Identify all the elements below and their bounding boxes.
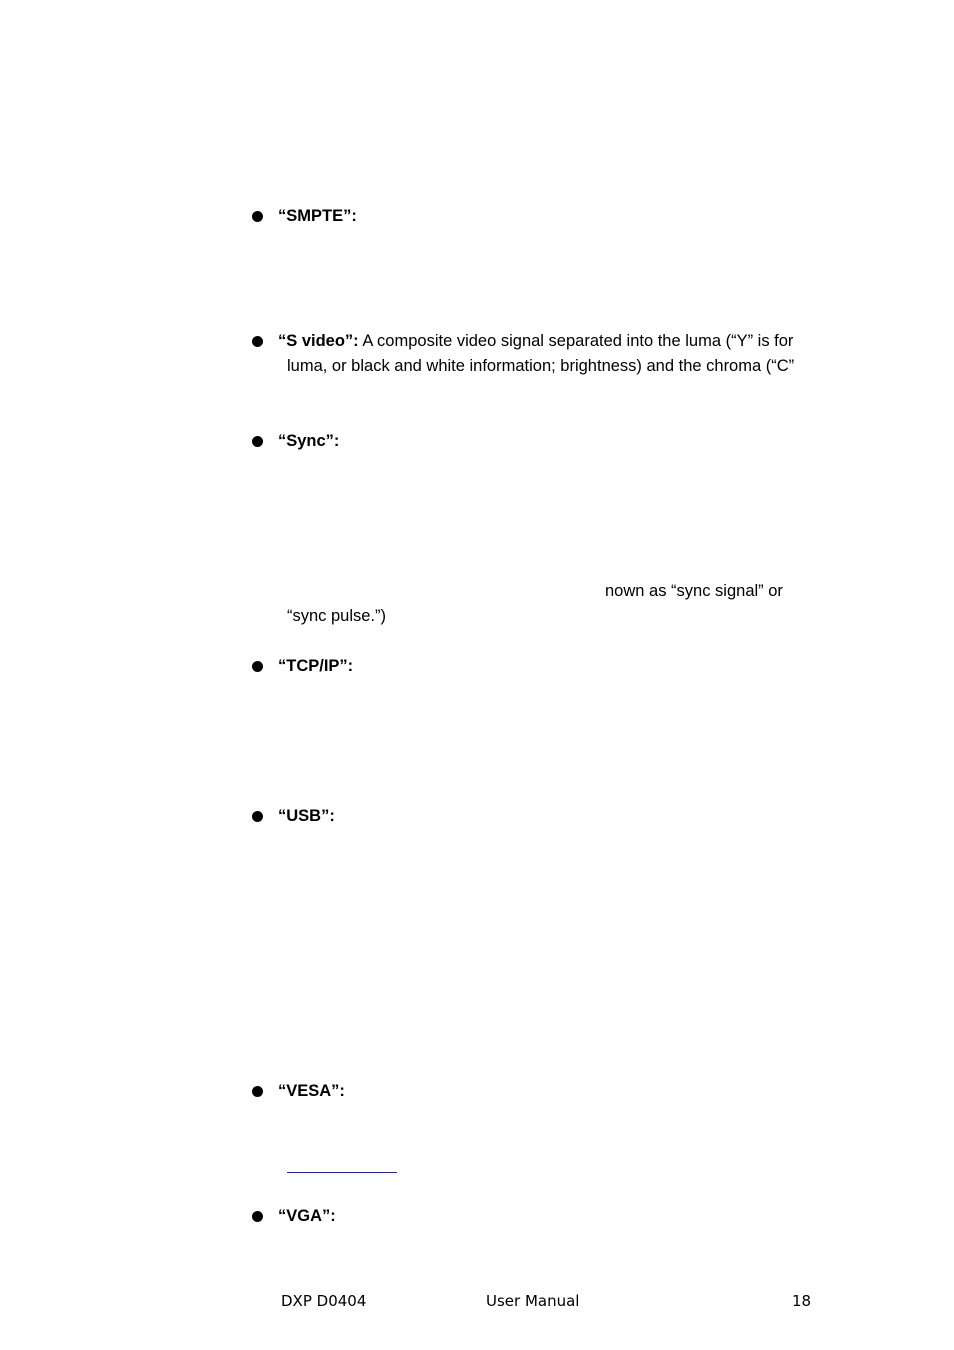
bullet-icon xyxy=(252,1211,263,1222)
glossary-term: “USB”: xyxy=(278,807,335,825)
footer-model: DXP D0404 xyxy=(281,1292,367,1310)
glossary-definition-continued: “sync pulse.”) xyxy=(287,607,387,625)
glossary-term: “Sync”: xyxy=(278,432,340,450)
glossary-line xyxy=(278,331,793,351)
bullet-icon xyxy=(252,1086,263,1097)
bullet-icon xyxy=(252,811,263,822)
glossary-term: “S video”: xyxy=(278,332,359,350)
glossary-term: “TCP/IP”: xyxy=(278,657,354,675)
hyperlink-underline[interactable] xyxy=(287,1172,397,1173)
glossary-definition-fragment: nown as “sync signal” or xyxy=(605,582,783,600)
glossary-term: “VGA”: xyxy=(278,1207,336,1225)
glossary-definition: A composite video signal separated into the luma (“Y” is for xyxy=(358,332,794,350)
glossary-term: “SMPTE”: xyxy=(278,207,357,225)
bullet-icon xyxy=(252,211,263,222)
glossary-definition-continued: luma, or black and white information; brightness) and the chroma (“C” xyxy=(287,357,795,375)
bullet-icon xyxy=(252,336,263,347)
bullet-icon xyxy=(252,661,263,672)
glossary-term: “VESA”: xyxy=(278,1082,345,1100)
footer-title: User Manual xyxy=(486,1292,580,1310)
bullet-icon xyxy=(252,436,263,447)
footer-page-number: 18 xyxy=(792,1292,812,1310)
